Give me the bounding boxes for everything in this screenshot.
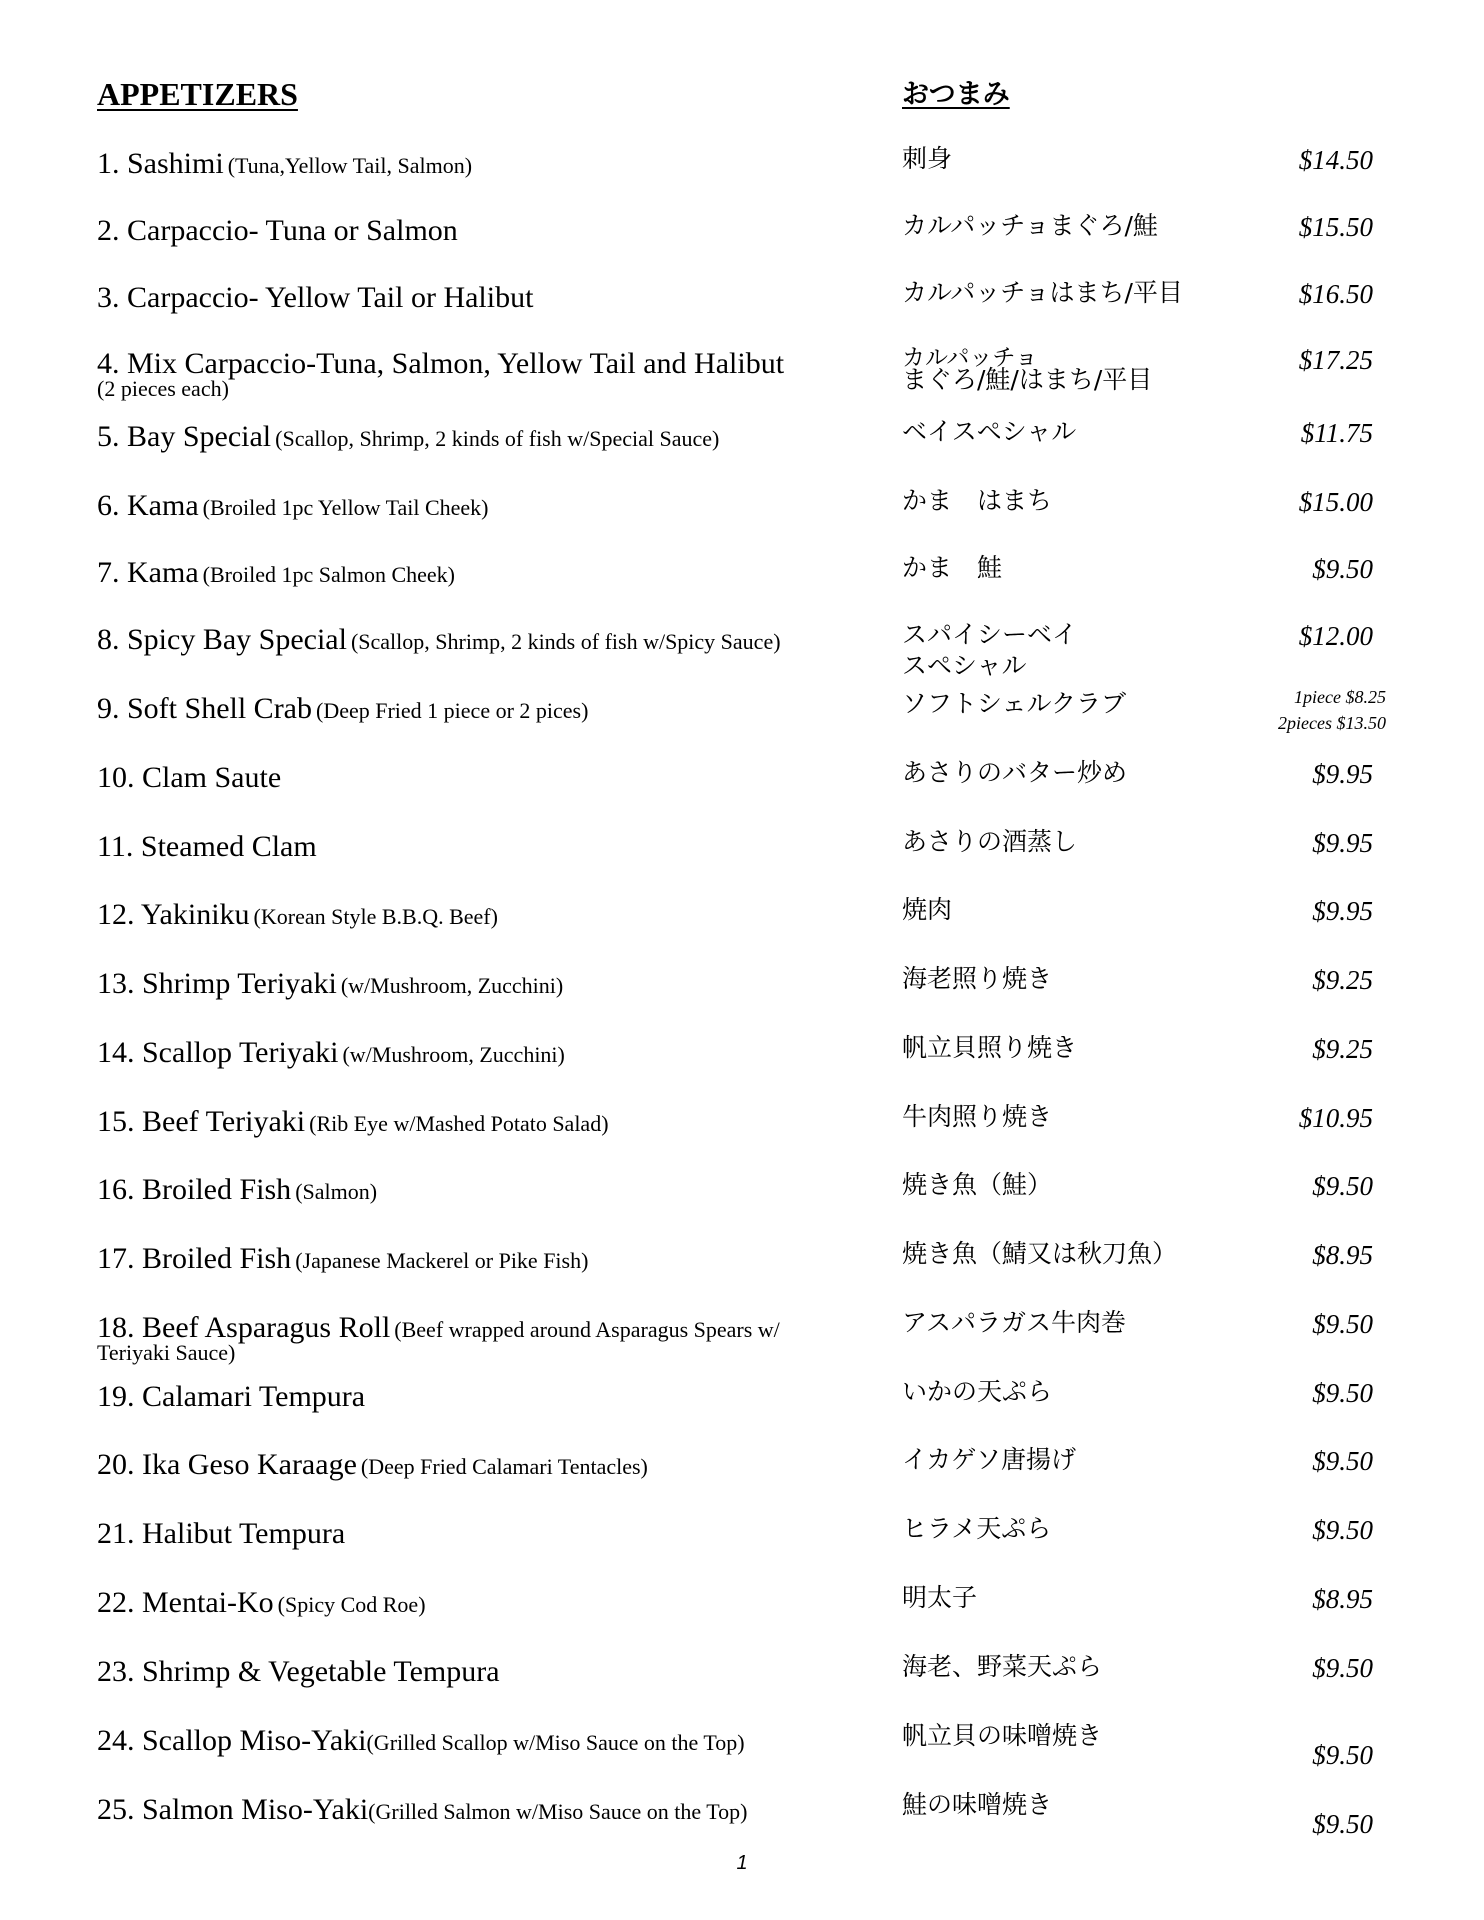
item-description: (Grilled Scallop w/Miso Sauce on the Top) [366, 1730, 745, 1755]
item-name: 21. Halibut Tempura [97, 1517, 346, 1550]
item-name: 20. Ika Geso Karaage [97, 1448, 357, 1481]
menu-item [97, 828, 867, 866]
item-name: 3. Carpaccio- Yellow Tail or Halibut [97, 281, 534, 314]
menu-item [97, 1103, 867, 1141]
item-description: (Salmon) [295, 1179, 378, 1204]
item-price [1173, 621, 1373, 652]
price-line: $8.95 [1312, 1240, 1373, 1270]
item-price [1186, 684, 1386, 736]
item-description: (Scallop, Shrimp, 2 kinds of fish w/Spicy Sauce) [350, 629, 781, 654]
japanese-line: カルパッチョ [902, 345, 1038, 371]
page-number: 1 [736, 1852, 748, 1874]
menu-item [97, 554, 867, 592]
item-description-continued: Teriyaki Sauce) [97, 1340, 236, 1365]
item-description: (Broiled 1pc Salmon Cheek) [202, 562, 455, 587]
item-name: 7. Kama [97, 556, 199, 589]
item-name: 1. Sashimi [97, 147, 224, 180]
item-price [1173, 1171, 1373, 1202]
item-description: (Tuna,Yellow Tail, Salmon) [227, 153, 473, 178]
item-price [1173, 487, 1373, 518]
japanese-line: 帆立貝の味噌焼き [902, 1721, 1103, 1750]
item-price [1173, 1740, 1373, 1771]
item-name: 16. Broiled Fish [97, 1173, 292, 1206]
japanese-line: ベイスペシャル [902, 417, 1077, 446]
japanese-line-continued: スペシャル [902, 651, 1027, 680]
price-line: $9.50 [1312, 1171, 1373, 1201]
price-line: $9.50 [1312, 1653, 1373, 1683]
item-description: (Deep Fried Calamari Tentacles) [360, 1454, 648, 1479]
item-price [1173, 345, 1373, 376]
price-line: $9.50 [1312, 1740, 1373, 1770]
item-name: 23. Shrimp & Vegetable Tempura [97, 1655, 500, 1688]
menu-item [97, 145, 867, 183]
menu-item [97, 896, 867, 934]
item-description: (Rib Eye w/Mashed Potato Salad) [309, 1111, 609, 1136]
item-name: 10. Clam Saute [97, 761, 282, 794]
item-name: 2. Carpaccio- Tuna or Salmon [97, 214, 458, 247]
japanese-line: 焼き魚（鯖又は秋刀魚） [902, 1239, 1178, 1268]
japanese-line: 鮭の味噌焼き [902, 1790, 1053, 1819]
menu-item [97, 279, 867, 317]
item-price [1173, 1378, 1373, 1409]
price-line: $17.25 [1298, 345, 1373, 375]
menu-item [97, 1171, 867, 1209]
item-name: 11. Steamed Clam [97, 830, 317, 863]
price-line: $9.25 [1312, 1034, 1373, 1064]
item-name: 17. Broiled Fish [97, 1242, 292, 1275]
item-description: (Korean Style B.B.Q. Beef) [253, 904, 498, 929]
item-price [1173, 1809, 1373, 1840]
japanese-line: 刺身 [902, 144, 953, 173]
menu-item [97, 1515, 867, 1553]
price-line: $9.50 [1312, 1809, 1373, 1839]
item-price [1173, 554, 1373, 585]
item-description: (Broiled 1pc Yellow Tail Cheek) [202, 495, 489, 520]
price-line: $9.95 [1312, 828, 1373, 858]
item-price [1173, 1240, 1373, 1271]
item-price [1173, 145, 1373, 176]
japanese-line: 焼き魚（鮭） [902, 1170, 1053, 1199]
price-line: $9.50 [1312, 1309, 1373, 1339]
japanese-line: スパイシーベイ [902, 620, 1078, 649]
price-line: $9.50 [1312, 1515, 1373, 1545]
japanese-line: 海老照り焼き [902, 964, 1053, 993]
japanese-line: イカゲソ唐揚げ [902, 1445, 1077, 1474]
japanese-line: 帆立貝照り焼き [902, 1033, 1078, 1062]
price-line: $11.75 [1300, 418, 1373, 448]
menu-item [97, 965, 867, 1003]
japanese-line: アスパラガス牛肉巻 [902, 1308, 1127, 1337]
item-description: (w/Mushroom, Zucchini) [342, 1042, 565, 1067]
item-price [1173, 1584, 1373, 1615]
menu-item [97, 487, 867, 525]
item-price [1173, 828, 1373, 859]
menu-item [97, 1309, 867, 1365]
menu-item [97, 1653, 867, 1691]
menu-item [97, 690, 867, 728]
price-line: $9.50 [1312, 554, 1373, 584]
japanese-line: 牛肉照り焼き [902, 1102, 1053, 1131]
price-line: $15.50 [1298, 212, 1373, 242]
price-line: $9.50 [1312, 1378, 1373, 1408]
item-name: 4. Mix Carpaccio-Tuna, Salmon, Yellow Tail and Halibut [97, 347, 785, 380]
item-name: 9. Soft Shell Crab [97, 692, 312, 725]
item-name: 13. Shrimp Teriyaki [97, 967, 337, 1000]
japanese-line: 焼肉 [902, 895, 953, 924]
price-line-continued: 2pieces $13.50 [1278, 713, 1386, 733]
price-line: $14.50 [1298, 145, 1373, 175]
item-description: (Spicy Cod Roe) [277, 1592, 426, 1617]
menu-item [97, 621, 867, 659]
item-japanese-name [902, 688, 1232, 719]
item-price [1173, 1034, 1373, 1065]
item-price [1173, 965, 1373, 996]
japanese-line: かま はまち [902, 486, 1053, 515]
japanese-line: ソフトシェルクラブ [902, 689, 1127, 718]
item-description: (Grilled Salmon w/Miso Sauce on the Top) [368, 1799, 748, 1824]
japanese-line: かま 鮭 [902, 553, 1003, 582]
menu-item [97, 212, 867, 250]
item-description: (Beef wrapped around Asparagus Spears w/ [394, 1317, 780, 1342]
item-name: 22. Mentai-Ko [97, 1586, 274, 1619]
item-description: (Scallop, Shrimp, 2 kinds of fish w/Special Sauce) [275, 426, 720, 451]
item-name: 24. Scallop Miso-Yaki [97, 1724, 367, 1757]
item-description: (Deep Fried 1 piece or 2 pices) [316, 698, 589, 723]
item-name: 14. Scallop Teriyaki [97, 1036, 339, 1069]
item-price [1173, 896, 1373, 927]
price-line: $16.50 [1298, 279, 1373, 309]
japanese-line: 明太子 [902, 1583, 978, 1612]
price-line: $9.50 [1312, 1446, 1373, 1476]
appetizers-heading: APPETIZERS [97, 76, 298, 112]
japanese-line: あさりの酒蒸し [902, 827, 1078, 856]
price-line: $8.95 [1312, 1584, 1373, 1614]
item-name: 8. Spicy Bay Special [97, 623, 347, 656]
japanese-line: カルパッチョまぐろ/鮭 [902, 211, 1158, 240]
japanese-line: 海老、野菜天ぷら [902, 1652, 1103, 1681]
price-line: 1piece $8.25 [1294, 687, 1386, 707]
japanese-line: あさりのバター炒め [902, 758, 1128, 787]
item-name: 5. Bay Special [97, 420, 272, 453]
japanese-line: いかの天ぷら [902, 1377, 1053, 1406]
menu-item [97, 418, 867, 456]
japanese-line: カルパッチョはまち/平目 [902, 278, 1183, 307]
item-price [1173, 212, 1373, 243]
item-price [1173, 1515, 1373, 1546]
japanese-line: ヒラメ天ぷら [902, 1514, 1052, 1543]
price-line: $15.00 [1298, 487, 1373, 517]
menu-item [97, 1378, 867, 1416]
appetizers-heading-japanese: おつまみ [902, 79, 1010, 110]
item-name: 18. Beef Asparagus Roll [97, 1311, 391, 1344]
item-price [1173, 1653, 1373, 1684]
price-line: $10.95 [1298, 1103, 1373, 1133]
item-price [1173, 1103, 1373, 1134]
item-name: 15. Beef Teriyaki [97, 1105, 306, 1138]
japanese-line-continued: まぐろ/鮭/はまち/平目 [902, 365, 1153, 394]
menu-item [97, 1791, 867, 1829]
menu-item [97, 345, 867, 401]
item-price [1173, 418, 1373, 449]
item-name: 12. Yakiniku [97, 898, 250, 931]
price-line: $9.25 [1312, 965, 1373, 995]
menu-item [97, 1722, 867, 1760]
price-line: $9.95 [1312, 759, 1373, 789]
menu-item [97, 1034, 867, 1072]
item-description: (w/Mushroom, Zucchini) [340, 973, 564, 998]
menu-item [97, 1446, 867, 1484]
menu-item [97, 1240, 867, 1278]
price-line: $9.95 [1312, 896, 1373, 926]
item-name: 25. Salmon Miso-Yaki [97, 1793, 369, 1826]
item-name: 6. Kama [97, 489, 199, 522]
item-price [1173, 759, 1373, 790]
item-name: 19. Calamari Tempura [97, 1380, 366, 1413]
item-price [1173, 1446, 1373, 1477]
item-description: (2 pieces each) [97, 376, 229, 401]
item-description: (Japanese Mackerel or Pike Fish) [295, 1248, 589, 1273]
menu-item [97, 759, 867, 797]
item-price [1173, 1309, 1373, 1340]
price-line: $12.00 [1298, 621, 1373, 651]
menu-item [97, 1584, 867, 1622]
item-price [1173, 279, 1373, 310]
